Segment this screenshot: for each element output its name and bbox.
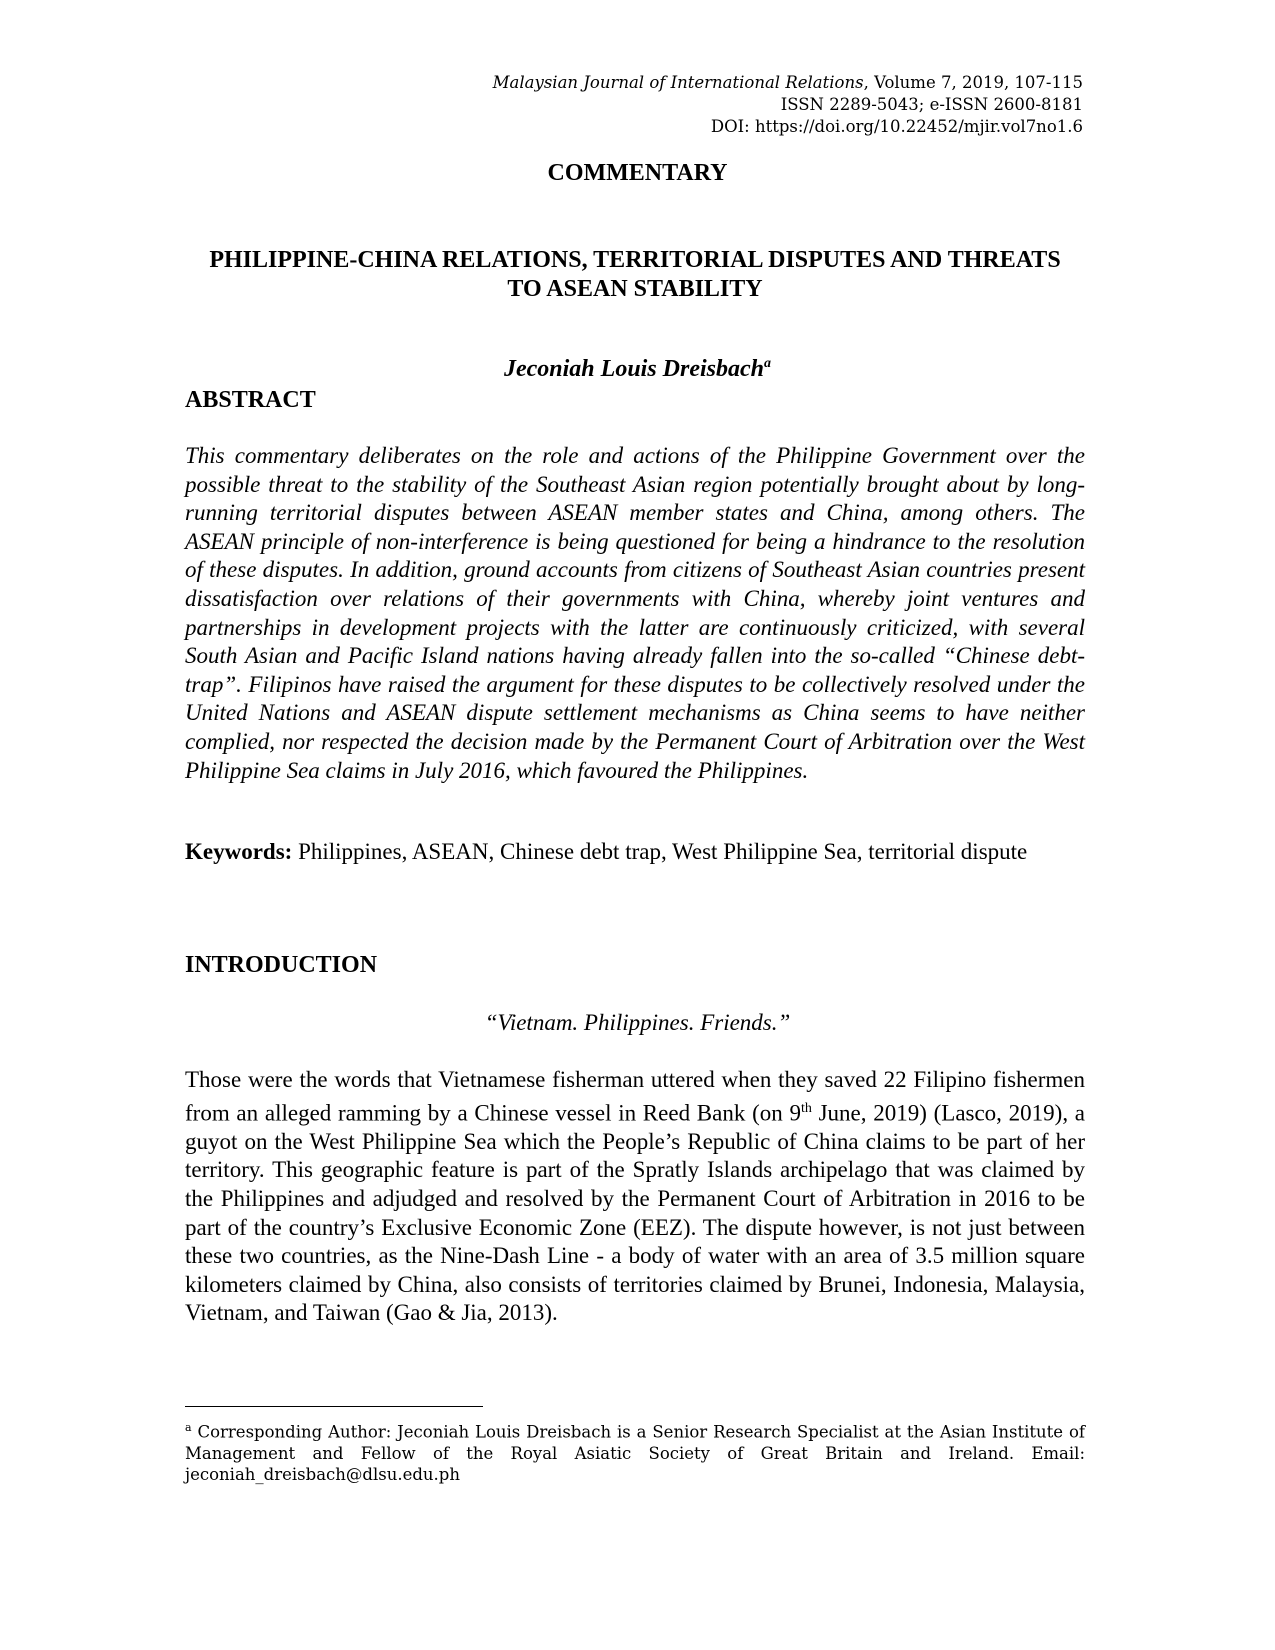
journal-name: Malaysian Journal of International Relations <box>492 73 864 92</box>
introduction-heading: INTRODUCTION <box>185 952 378 978</box>
paper-title <box>185 246 1085 304</box>
epigraph: “Vietnam. Philippines. Friends.” <box>484 1010 791 1035</box>
introduction-paragraph <box>185 1066 1085 1328</box>
footnote <box>185 1417 1085 1485</box>
ordinal-suffix: th <box>800 1100 812 1116</box>
footnote-marker: a <box>185 1421 192 1434</box>
keywords-label: Keywords: <box>185 839 293 864</box>
journal-issn: ISSN 2289-5043; e-ISSN 2600-8181 <box>780 95 1083 114</box>
journal-doi: DOI: https://doi.org/10.22452/mjir.vol7no1.6 <box>710 117 1083 136</box>
paragraph-part-2: June, 2019) (Lasco, 2019), a guyot on the West Philippine Sea which the People’s Republic of China claims to be part of her territory. This geographic feature is part of the Spratly Islands archipelago that was claimed by the Philippines and adjudged and resolved by the Permanent Court of Arbitration in 2016 to be part of the country’s Exclusive Economic Zone (EEZ). The dispute however, is not just between these two countries, as the Nine-Dash Line - a body of water with an area of 3.5 million square kilometers claimed by China, also consists of territories claimed by Brunei, Indonesia, Malaysia, Vietnam, and Taiwan (Gao & Jia, 2013). <box>185 1100 1086 1326</box>
abstract-heading: ABSTRACT <box>185 387 316 413</box>
keywords <box>185 838 1085 867</box>
footnote-divider <box>185 1406 483 1407</box>
journal-citation <box>493 72 1083 94</box>
abstract-text: This commentary deliberates on the role and actions of the Philippine Government over the possible threat to the stability of the Southeast Asian region potentially brought about by long-running territorial disputes between ASEAN member states and China, among others. The ASEAN principle of non-interference is being questioned for being a hindrance to the resolution of these disputes. In addition, ground accounts from citizens of Southeast Asian countries present dissatisfaction over relations of their governments with China, whereby joint ventures and partnerships in development projects with the latter are continuously criticized, with several South Asian and Pacific Island nations having already fallen into the so-called “Chinese debt-trap”. Filipinos have raised the argument for these disputes to be collectively resolved under the United Nations and ASEAN dispute settlement mechanisms as China seems to have neither complied, nor respected the decision made by the Permanent Court of Arbitration over the West Philippine Sea claims in July 2016, which favoured the Philippines. <box>185 443 1085 783</box>
keywords-text: Philippines, ASEAN, Chinese debt trap, West Philippine Sea, territorial dispute <box>292 839 1028 864</box>
paragraph-part-1: Those were the words that Vietnamese fisherman uttered when they saved 22 Filipino fishermen from an alleged ramming by a Chinese vessel in Reed Bank (on 9 <box>185 1067 1085 1126</box>
journal-details: , Volume 7, 2019, 107-115 <box>863 73 1083 92</box>
journal-header <box>493 72 1083 138</box>
author-line <box>0 356 1275 383</box>
footnote-text: Corresponding Author: Jeconiah Louis Dreisbach is a Senior Research Specialist at the Asian Institute of Management and Fellow of the Royal Asiatic Society of Great Britain and Ireland. Email: jeconiah_dreisbach@dlsu.edu.ph <box>185 1422 1085 1484</box>
author-marker: a <box>764 356 771 371</box>
author-name: Jeconiah Louis Dreisbach <box>503 356 764 382</box>
paper-title-line-1: PHILIPPINE-CHINA RELATIONS, TERRITORIAL DISPUTES AND THREATS <box>209 247 1061 273</box>
paper-title-line-2: TO ASEAN STABILITY <box>507 276 763 302</box>
section-type: COMMENTARY <box>547 160 728 186</box>
